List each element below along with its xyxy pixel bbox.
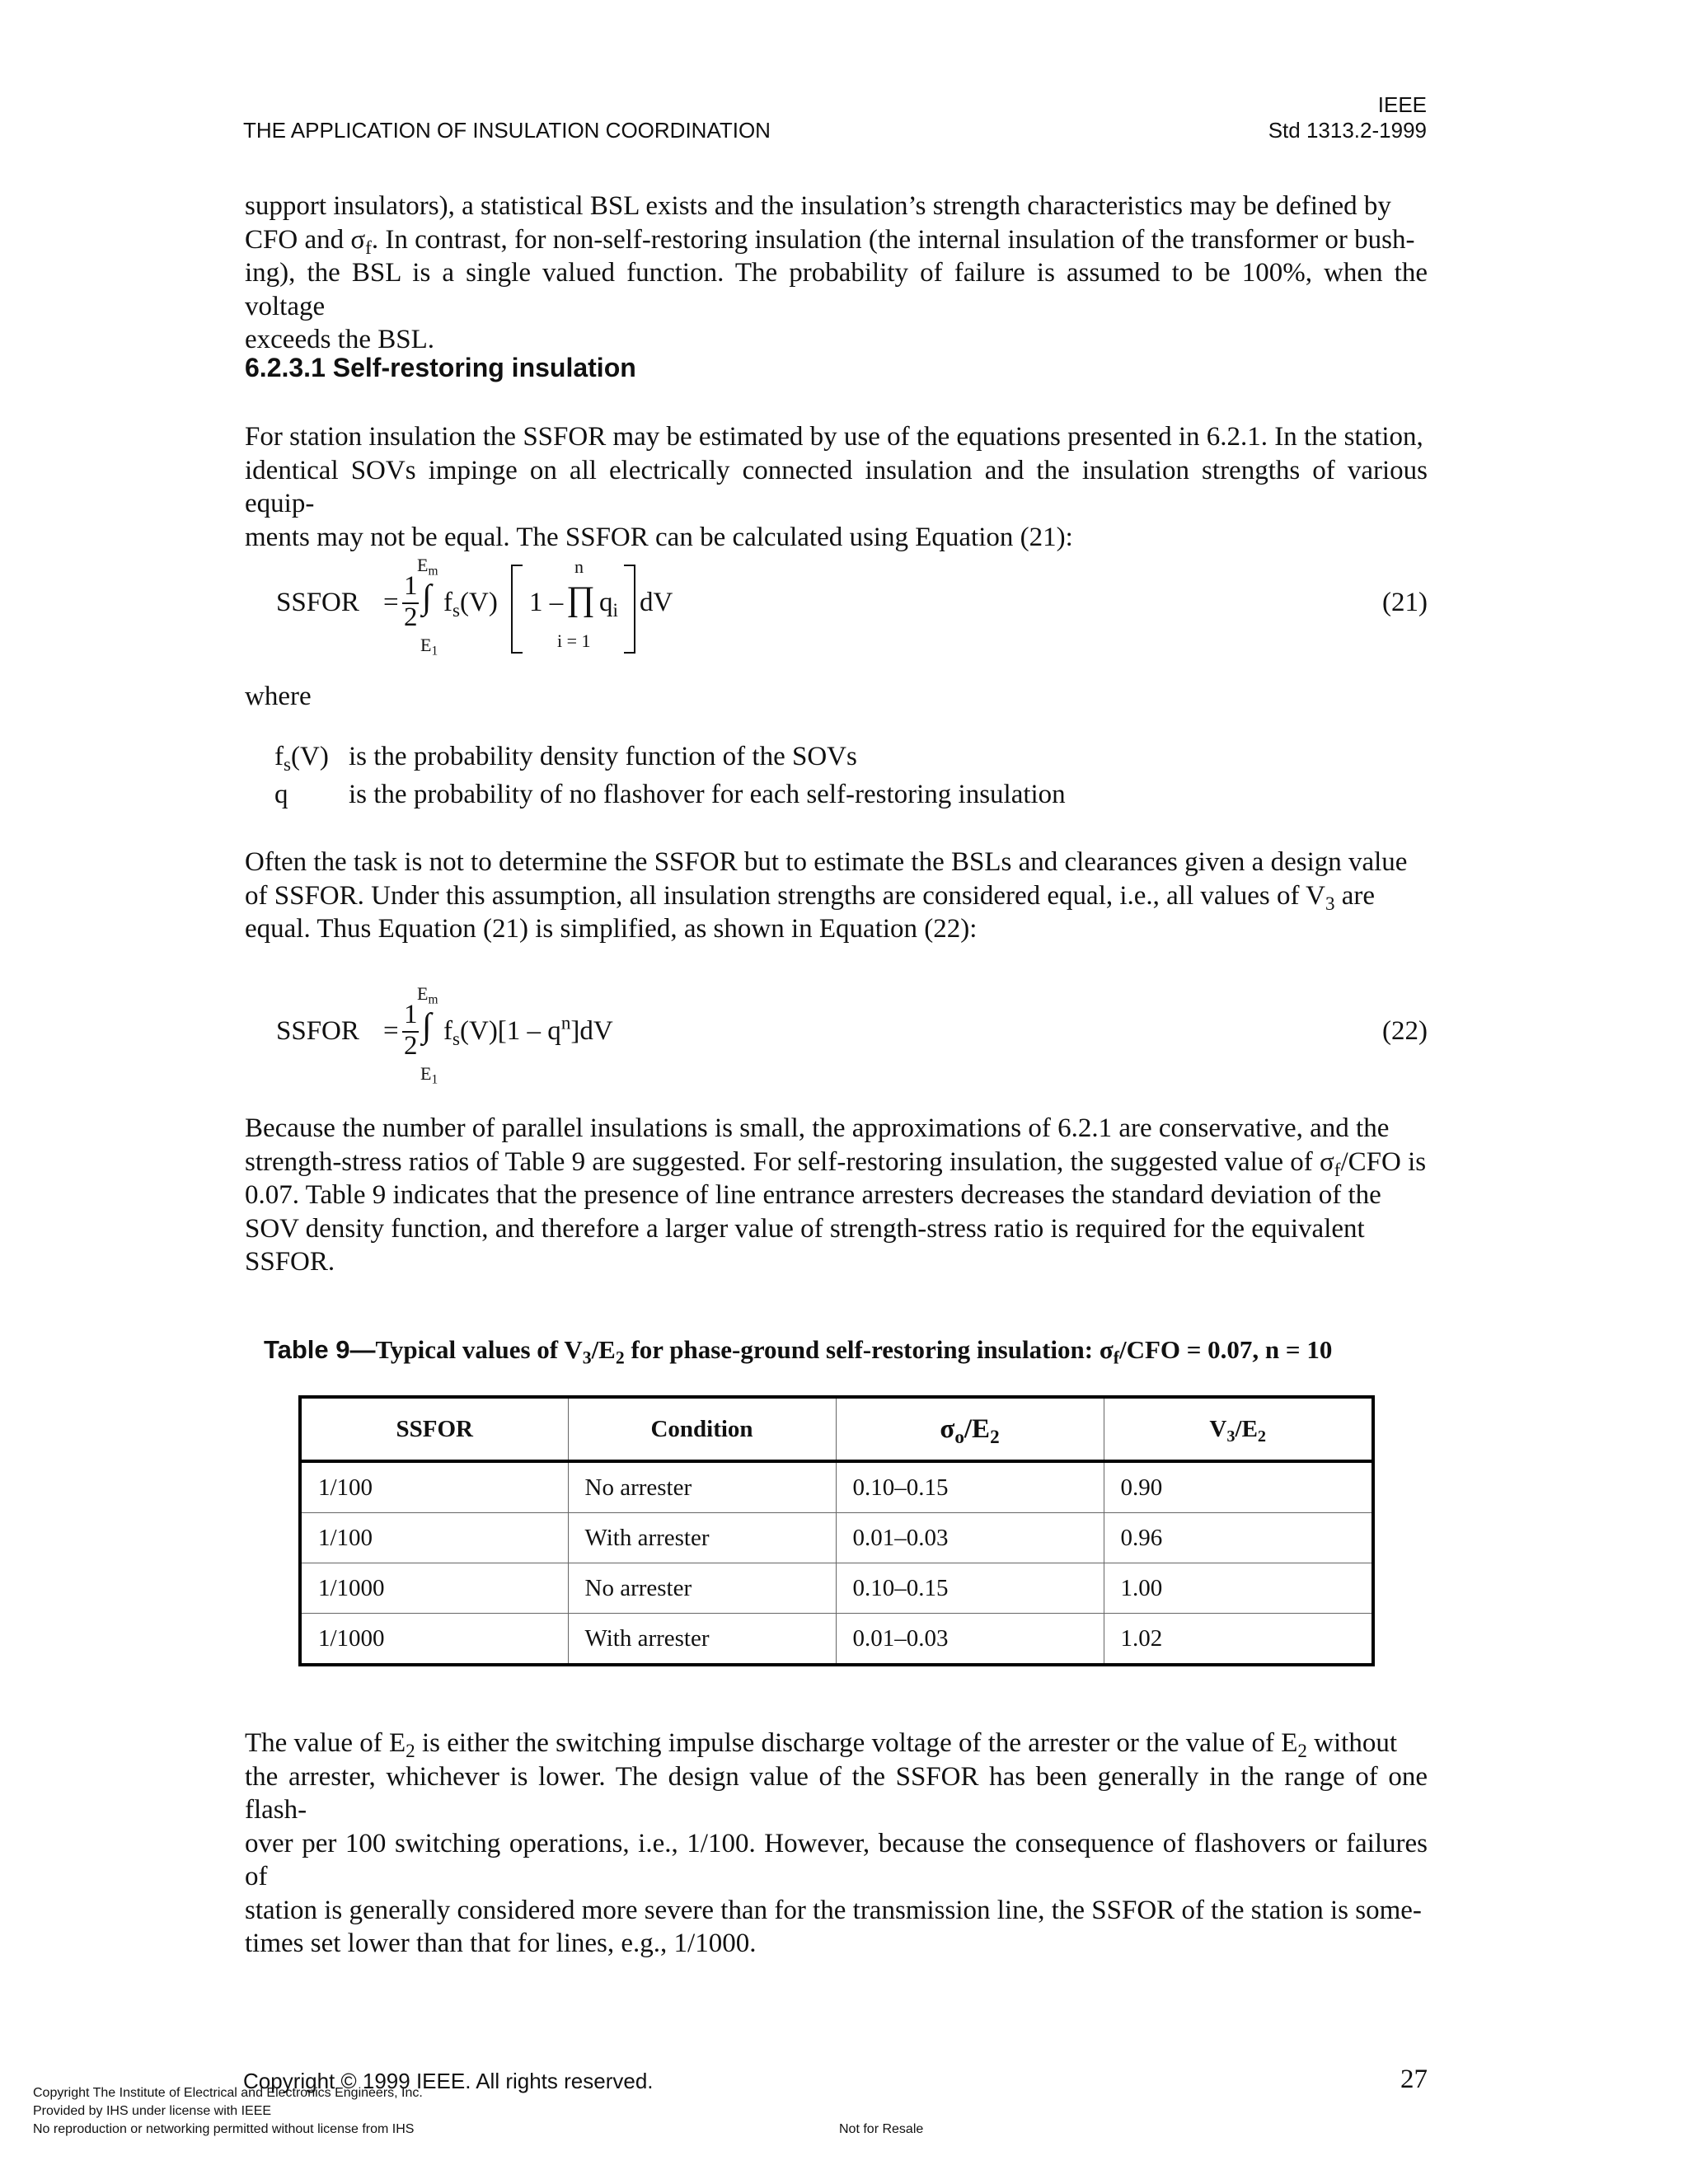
text: (V) xyxy=(291,742,329,771)
paragraph-2-line-3: ments may not be equal. The SSFOR can be calculated using Equation (21): xyxy=(245,522,1073,552)
paragraph-5-line-3: over per 100 switching operations, i.e., 1/100. However, because the consequence of flashovers or failures of xyxy=(245,1828,1428,1891)
text: (V)[1 – q xyxy=(460,1016,561,1046)
paragraph-4-line-5: SSFOR. xyxy=(245,1247,335,1277)
eq21-f xyxy=(443,588,498,621)
integral-sign: ∫ xyxy=(422,579,432,616)
text: is either the switching impulse discharge voltage of the arrester or the value of E xyxy=(415,1728,1298,1758)
paragraph-1-line-2 xyxy=(245,223,1428,257)
subscript: 2 xyxy=(406,1739,415,1761)
running-header-org: IEEE xyxy=(1377,92,1427,117)
subscript: s xyxy=(284,752,291,775)
subscript: m xyxy=(428,564,438,579)
left-bracket xyxy=(511,565,523,654)
definition-text: is the probability of no flashover for each self-restoring insulation xyxy=(349,780,1066,809)
text: /E xyxy=(591,1335,616,1364)
license-notice-1: Copyright The Institute of Electrical and Electronics Engineers, Inc. xyxy=(33,2086,423,2100)
eq21-lower-limit xyxy=(420,635,438,656)
eq21-frac-den: 2 xyxy=(404,602,418,632)
footer-copyright: Copyright © 1999 IEEE. All rights reserved. xyxy=(243,2069,654,2093)
eq21-dv: dV xyxy=(640,588,673,617)
table-cell: 1/1000 xyxy=(300,1614,568,1666)
product-sign: ∏ xyxy=(566,580,595,618)
paragraph-4-line-4: SOV density function, and therefore a larger value of strength-stress ratio is required for the equivalent xyxy=(245,1213,1365,1244)
text: f xyxy=(443,588,452,617)
table-row xyxy=(300,1513,1373,1563)
license-notice-2: Provided by IHS under license with IEEE xyxy=(33,2104,272,2118)
text: CFO and xyxy=(245,224,351,255)
not-for-resale: Not for Resale xyxy=(839,2122,924,2136)
subscript: 1 xyxy=(431,644,438,658)
text: E xyxy=(420,635,432,655)
table-cell: 1/100 xyxy=(300,1461,568,1513)
eq22-upper-limit xyxy=(417,983,438,1005)
text: of SSFOR. Under this assumption, all insulation strengths are considered equal, i.e., all values of V xyxy=(245,880,1325,911)
table-cell: 0.10–0.15 xyxy=(836,1563,1104,1614)
text: E xyxy=(420,1063,432,1084)
table-cell: 0.10–0.15 xyxy=(836,1461,1104,1513)
eq21-one-minus: 1 – xyxy=(529,588,564,617)
subscript: f xyxy=(365,236,372,258)
eq22-frac-den: 2 xyxy=(404,1031,418,1061)
eq21-q xyxy=(599,588,618,621)
table-caption-label: Table 9— xyxy=(264,1335,376,1364)
table-cell: No arrester xyxy=(568,1461,836,1513)
table-cell: With arrester xyxy=(568,1513,836,1563)
sigma-symbol: σ xyxy=(350,224,366,255)
definition-symbol xyxy=(274,740,349,774)
definition-fs xyxy=(274,740,1428,774)
running-header-std: Std 1313.2-1999 xyxy=(1268,118,1427,143)
table-cell: 1/100 xyxy=(300,1513,568,1563)
table-9 xyxy=(298,1395,1375,1666)
running-header-title: THE APPLICATION OF INSULATION COORDINATION xyxy=(243,118,771,143)
table-caption-text xyxy=(375,1335,1333,1368)
text: f xyxy=(274,742,284,771)
table-cell: 0.96 xyxy=(1104,1513,1373,1563)
text: /E xyxy=(1235,1415,1258,1442)
subscript: 2 xyxy=(1297,1739,1307,1761)
definition-symbol: q xyxy=(274,780,288,809)
text: The value of E xyxy=(245,1728,406,1758)
eq22-lhs: SSFOR xyxy=(276,1016,359,1046)
text: E xyxy=(417,555,429,575)
subscript: 1 xyxy=(431,1072,438,1087)
text: are xyxy=(1334,880,1376,911)
table-cell: 1/1000 xyxy=(300,1563,568,1614)
subscript: f xyxy=(1113,1347,1119,1368)
paragraph-5-line-2: the arrester, whichever is lower. The design value of the SSFOR has been generally in the range of one flash- xyxy=(245,1761,1428,1825)
column-header-ssfor: SSFOR xyxy=(300,1397,568,1461)
equation-number-22: (22) xyxy=(1382,1016,1428,1046)
text: Typical values of V xyxy=(375,1335,583,1364)
eq22-body xyxy=(443,1011,613,1049)
text: /E xyxy=(964,1413,991,1444)
subscript: i xyxy=(612,598,618,621)
definition-text: is the probability density function of the SOVs xyxy=(349,742,857,771)
table-caption xyxy=(264,1335,1451,1368)
eq22-frac-num: 1 xyxy=(404,1000,418,1029)
paragraph-3 xyxy=(245,846,1428,946)
text: V xyxy=(1209,1415,1227,1442)
license-notice-3: No reproduction or networking permitted without license from IHS xyxy=(33,2122,415,2136)
paragraph-2-line-2: identical SOVs impinge on all electrically connected insulation and the insulation strengths of various equip- xyxy=(245,455,1428,518)
paragraph-2 xyxy=(245,420,1428,554)
subscript: s xyxy=(452,1027,460,1049)
paragraph-5 xyxy=(245,1727,1428,1961)
text: /CFO is xyxy=(1340,1146,1427,1177)
column-header-sigma-ratio xyxy=(836,1397,1104,1461)
definition-q xyxy=(274,778,1428,812)
subscript: 3 xyxy=(1226,1427,1236,1446)
paragraph-1-line-1: support insulators), a statistical BSL exists and the insulation’s strength characteristics may be defined by xyxy=(245,191,1391,221)
subscript: 3 xyxy=(1325,892,1335,914)
eq21-equals: = xyxy=(383,588,399,617)
superscript: n xyxy=(560,1011,571,1033)
paragraph-5-line-5: times set lower than that for lines, e.g., 1/1000. xyxy=(245,1929,757,1958)
text: E xyxy=(417,983,429,1004)
table-row xyxy=(300,1461,1373,1513)
table-cell: No arrester xyxy=(568,1563,836,1614)
subscript: 2 xyxy=(1257,1427,1267,1446)
paragraph-3-line-3: equal. Thus Equation (21) is simplified, as shown in Equation (22): xyxy=(245,914,978,944)
text: (V) xyxy=(460,588,498,617)
table-row xyxy=(300,1614,1373,1666)
paragraph-5-line-4: station is generally considered more severe than for the transmission line, the SSFOR of the station is some- xyxy=(245,1895,1422,1925)
table-cell: 1.00 xyxy=(1104,1563,1373,1614)
subscript: s xyxy=(452,598,460,621)
text: σ xyxy=(940,1413,955,1444)
eq22-lower-limit xyxy=(420,1063,438,1085)
paragraph-4-line-1: Because the number of parallel insulations is small, the approximations of 6.2.1 are conservative, and the xyxy=(245,1113,1390,1143)
text: for phase-ground self-restoring insulation: xyxy=(624,1335,1100,1364)
paragraph-3-line-1: Often the task is not to determine the SSFOR but to estimate the BSLs and clearances given a design value xyxy=(245,847,1408,877)
paragraph-4-line-2 xyxy=(245,1146,1428,1179)
text: f xyxy=(443,1016,452,1046)
subscript: f xyxy=(1334,1158,1341,1180)
eq21-prod-upper: n xyxy=(574,556,584,577)
sigma-symbol: σ xyxy=(1319,1146,1334,1177)
equation-22 xyxy=(272,977,1434,1092)
text: /CFO = 0.07, n = 10 xyxy=(1118,1335,1333,1364)
paragraph-1 xyxy=(245,190,1428,357)
page-number: 27 xyxy=(1400,2064,1428,2094)
table-cell: 0.01–0.03 xyxy=(836,1513,1104,1563)
text: q xyxy=(599,588,613,617)
where-label: where xyxy=(245,682,312,711)
paragraph-1-line-3: ing), the BSL is a single valued function. The probability of failure is assumed to be 100%, when the voltage xyxy=(245,258,1428,321)
paragraph-5-line-1 xyxy=(245,1727,1428,1760)
table-cell: 0.90 xyxy=(1104,1461,1373,1513)
table-cell: With arrester xyxy=(568,1614,836,1666)
subscript: m xyxy=(428,992,438,1007)
section-heading: 6.2.3.1 Self-restoring insulation xyxy=(245,353,636,382)
column-header-v3-ratio xyxy=(1104,1397,1373,1461)
equation-number-21: (21) xyxy=(1382,588,1428,617)
subscript: 2 xyxy=(990,1425,1000,1447)
paragraph-4 xyxy=(245,1112,1428,1279)
sigma-symbol: σ xyxy=(1099,1335,1114,1364)
eq22-equals: = xyxy=(383,1016,399,1046)
subscript: 2 xyxy=(615,1347,625,1368)
eq21-lhs: SSFOR xyxy=(276,588,359,617)
column-header-condition: Condition xyxy=(568,1397,836,1461)
paragraph-4-line-3: 0.07. Table 9 indicates that the presence of line entrance arresters decreases the standard deviation of the xyxy=(245,1180,1381,1210)
table-cell: 1.02 xyxy=(1104,1614,1373,1666)
table-header-row xyxy=(300,1397,1373,1461)
text: ]dV xyxy=(570,1016,613,1046)
eq21-upper-limit xyxy=(417,555,438,579)
subscript: 3 xyxy=(582,1347,592,1368)
table-cell: 0.01–0.03 xyxy=(836,1614,1104,1666)
eq21-frac-num: 1 xyxy=(404,571,418,601)
equation-21 xyxy=(272,548,1434,663)
paragraph-3-line-2 xyxy=(245,879,1428,913)
text: without xyxy=(1306,1728,1397,1758)
paragraph-1-line-4: exceeds the BSL. xyxy=(245,325,435,354)
eq21-prod-lower: i = 1 xyxy=(557,630,591,651)
integral-sign: ∫ xyxy=(422,1007,432,1045)
paragraph-2-line-1: For station insulation the SSFOR may be estimated by use of the equations presented in 6.2.1. In the station, xyxy=(245,422,1423,452)
table-row xyxy=(300,1563,1373,1614)
text: . In contrast, for non-self-restoring insulation (the internal insulation of the transformer or bush- xyxy=(371,224,1415,255)
right-bracket xyxy=(624,565,635,654)
subscript: o xyxy=(954,1425,964,1447)
text: strength-stress ratios of Table 9 are suggested. For self-restoring insulation, the suggested value of xyxy=(245,1146,1320,1177)
